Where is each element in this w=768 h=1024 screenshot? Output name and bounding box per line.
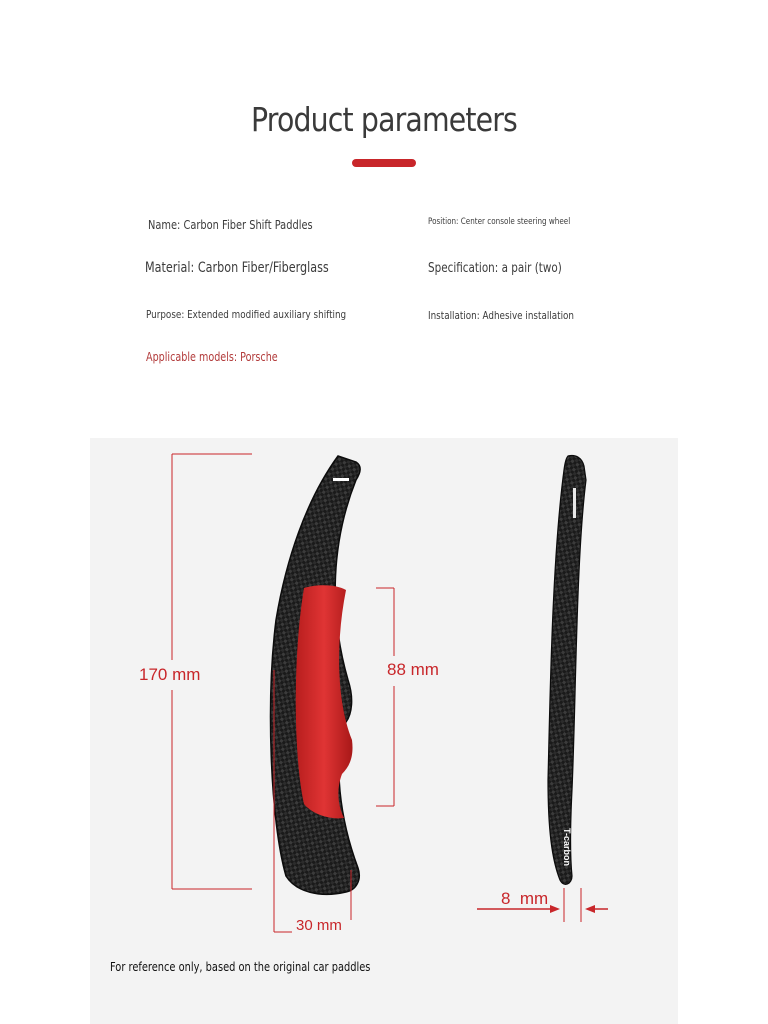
param-material: Material: Carbon Fiber/Fiberglass <box>145 260 329 276</box>
paddle-marker <box>333 478 349 481</box>
param-installation: Installation: Adhesive installation <box>428 309 574 322</box>
param-name: Name: Carbon Fiber Shift Paddles <box>148 218 313 232</box>
paddle-side <box>548 455 586 884</box>
brand-logo-text: T-carbon <box>562 828 572 867</box>
paddle-side-slot <box>573 488 576 518</box>
param-specification: Specification: a pair (two) <box>428 261 562 276</box>
width-dimension-label: 30 mm <box>296 917 342 934</box>
param-position: Position: Center console steering wheel <box>428 217 571 227</box>
height-dimension-label: 170 mm <box>139 665 201 684</box>
param-purpose: Purpose: Extended modified auxiliary shifting <box>146 308 347 321</box>
param-models: Applicable models: Porsche <box>146 350 278 364</box>
reference-note: For reference only, based on the original car paddles <box>110 960 371 974</box>
insert-dimension-label: 88 mm <box>387 660 439 679</box>
thickness-dimension-label: 8 mm <box>501 889 549 908</box>
page-title: Product parameters <box>251 100 517 139</box>
